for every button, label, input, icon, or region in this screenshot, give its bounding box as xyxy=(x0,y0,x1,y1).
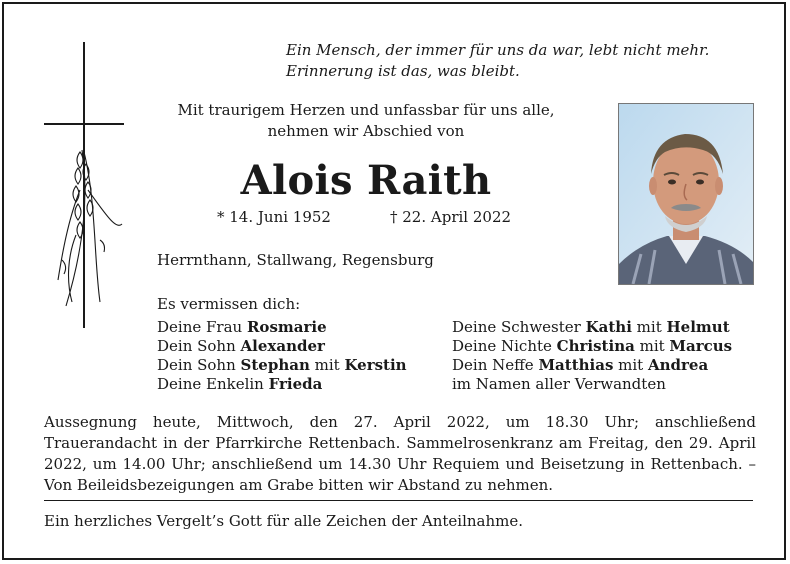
portrait-photo xyxy=(618,103,754,285)
intro-line: Mit traurigem Herzen und unfassbar für uns alle, xyxy=(177,101,555,119)
list-item: Dein Sohn Stephan mit Kerstin xyxy=(157,356,407,374)
mourners-heading: Es vermissen dich: xyxy=(157,295,301,313)
thanks-text: Ein herzliches Vergelt’s Gott für alle Zeichen der Anteilnahme. xyxy=(44,512,524,530)
quote-line: Ein Mensch, der immer für uns da war, lebt nicht mehr. xyxy=(286,41,710,59)
death-date: † 22. April 2022 xyxy=(390,208,512,226)
list-item: Dein Sohn Alexander xyxy=(157,337,325,355)
list-item: im Namen aller Verwandten xyxy=(452,375,666,393)
funeral-notice: Aussegnung heute, Mittwoch, den 27. April 2022, um 18.30 Uhr; anschließend Trauerandacht in der Pfarrkirche Rettenbach. Sammelrosenkranz am Freitag, den 29. April 2022, um 14.00 Uhr; anschließend um 14.30 Uhr Requiem und Beisetzung in Rettenbach. – Von Beileidsbezeigungen am Grabe bitten wir Abstand zu nehmen. xyxy=(44,413,756,494)
mourners-list-right xyxy=(452,318,732,394)
list-item: Deine Nichte Christina mit Marcus xyxy=(452,337,733,355)
list-item: Dein Neffe Matthias mit Andrea xyxy=(452,356,709,374)
intro-text xyxy=(146,100,586,142)
cross-with-wheat-icon xyxy=(40,40,128,330)
deceased-name: Alois Raith xyxy=(240,157,492,204)
mourners-list-left xyxy=(157,318,407,394)
memorial-quote xyxy=(286,40,709,82)
list-item: Deine Frau Rosmarie xyxy=(157,318,327,336)
divider xyxy=(44,500,753,501)
residence-places: Herrnthann, Stallwang, Regensburg xyxy=(157,251,434,269)
obituary-card xyxy=(2,2,786,560)
birth-date: * 14. Juni 1952 xyxy=(217,208,331,226)
list-item: Deine Enkelin Frieda xyxy=(157,375,323,393)
list-item: Deine Schwester Kathi mit Helmut xyxy=(452,318,730,336)
intro-line: nehmen wir Abschied von xyxy=(267,122,465,140)
quote-line: Erinnerung ist das, was bleibt. xyxy=(286,62,520,80)
